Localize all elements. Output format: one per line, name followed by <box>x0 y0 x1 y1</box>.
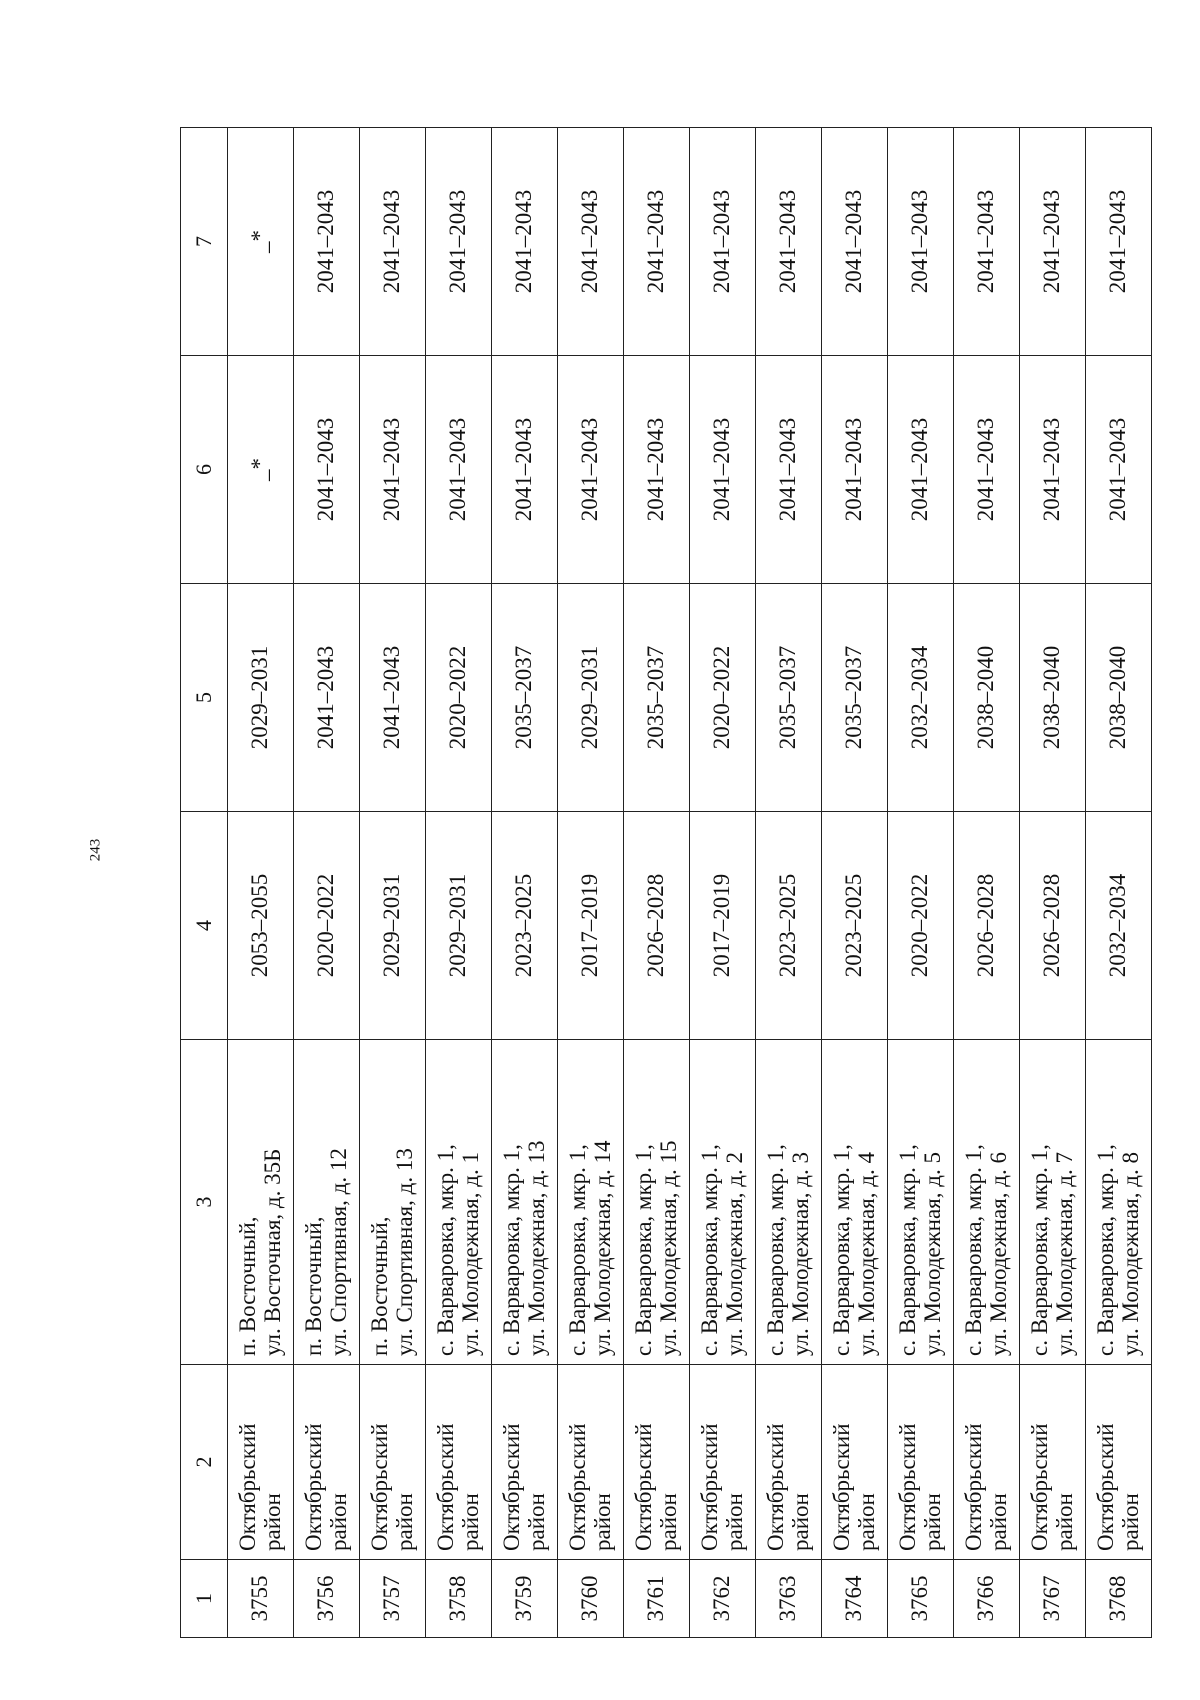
cell-period-col-6: 2041–2043 <box>1086 356 1152 584</box>
cell-period-col-4: 2053–2055 <box>228 812 294 1040</box>
cell-number: 3768 <box>1086 1560 1152 1638</box>
cell-number: 3764 <box>822 1560 888 1638</box>
cell-period-col-7: 2041–2043 <box>954 128 1020 356</box>
address-line: ул. Молодежная, д. 15 <box>655 1140 681 1356</box>
address-line: ул. Молодежная, д. 14 <box>589 1140 615 1356</box>
cell-period-col-6: 2041–2043 <box>492 356 558 584</box>
district-line: район <box>523 1493 549 1551</box>
district-line: Октябрьский <box>696 1423 722 1551</box>
cell-address <box>360 1040 426 1365</box>
table-header <box>181 128 228 1638</box>
cell-period-col-7: 2041–2043 <box>822 128 888 356</box>
district-line: Октябрьский <box>630 1423 656 1551</box>
address-line: с. Варваровка, мкр. 1, <box>696 1144 722 1356</box>
cell-district <box>690 1365 756 1560</box>
cell-period-col-6: _* <box>228 356 294 584</box>
cell-period-col-7: 2041–2043 <box>492 128 558 356</box>
cell-number: 3756 <box>294 1560 360 1638</box>
cell-period-col-4: 2017–2019 <box>690 812 756 1040</box>
cell-address <box>624 1040 690 1365</box>
address-line: с. Варваровка, мкр. 1, <box>894 1144 920 1356</box>
table-row <box>1020 128 1086 1638</box>
cell-period-col-4: 2026–2028 <box>954 812 1020 1040</box>
address-line: с. Варваровка, мкр. 1, <box>498 1144 524 1356</box>
address-line: ул. Восточная, д. 35Б <box>259 1148 285 1356</box>
cell-period-col-5: 2041–2043 <box>294 584 360 812</box>
district-line: Октябрьский <box>894 1423 920 1551</box>
document-table <box>180 127 1152 1638</box>
district-line: Октябрьский <box>960 1423 986 1551</box>
cell-period-col-6: 2041–2043 <box>426 356 492 584</box>
cell-number: 3758 <box>426 1560 492 1638</box>
district-line: район <box>391 1493 417 1551</box>
table-row <box>822 128 888 1638</box>
cell-number: 3759 <box>492 1560 558 1638</box>
cell-period-col-7: 2041–2043 <box>888 128 954 356</box>
cell-district <box>228 1365 294 1560</box>
address-line: ул. Молодежная, д. 13 <box>523 1140 549 1356</box>
district-line: район <box>1117 1493 1143 1551</box>
address-line: с. Варваровка, мкр. 1, <box>960 1144 986 1356</box>
district-line: Октябрьский <box>828 1423 854 1551</box>
header-col-3: 3 <box>181 1040 228 1365</box>
cell-period-col-5: 2020–2022 <box>426 584 492 812</box>
cell-address <box>822 1040 888 1365</box>
cell-address <box>492 1040 558 1365</box>
header-col-7: 7 <box>181 128 228 356</box>
address-line: с. Варваровка, мкр. 1, <box>1092 1144 1118 1356</box>
cell-period-col-5: 2035–2037 <box>756 584 822 812</box>
address-line: ул. Молодежная, д. 6 <box>985 1152 1011 1356</box>
cell-period-col-5: 2035–2037 <box>624 584 690 812</box>
district-line: Октябрьский <box>234 1423 260 1551</box>
cell-period-col-4: 2017–2019 <box>558 812 624 1040</box>
address-line: с. Варваровка, мкр. 1, <box>762 1144 788 1356</box>
cell-period-col-5: 2029–2031 <box>558 584 624 812</box>
address-line: с. Варваровка, мкр. 1, <box>1026 1144 1052 1356</box>
address-line: ул. Молодежная, д. 3 <box>787 1152 813 1356</box>
address-line: ул. Молодежная, д. 2 <box>721 1152 747 1356</box>
cell-number: 3761 <box>624 1560 690 1638</box>
cell-address <box>558 1040 624 1365</box>
cell-period-col-5: 2038–2040 <box>954 584 1020 812</box>
address-line: с. Варваровка, мкр. 1, <box>630 1144 656 1356</box>
address-line: ул. Молодежная, д. 7 <box>1051 1152 1077 1356</box>
address-line: п. Восточный, <box>300 1216 326 1356</box>
cell-period-col-7: 2041–2043 <box>426 128 492 356</box>
cell-address <box>1020 1040 1086 1365</box>
cell-district <box>492 1365 558 1560</box>
table-row <box>624 128 690 1638</box>
cell-number: 3757 <box>360 1560 426 1638</box>
cell-number: 3755 <box>228 1560 294 1638</box>
cell-period-col-6: 2041–2043 <box>360 356 426 584</box>
cell-district <box>360 1365 426 1560</box>
cell-period-col-7: 2041–2043 <box>690 128 756 356</box>
cell-period-col-5: 2035–2037 <box>822 584 888 812</box>
table-row <box>888 128 954 1638</box>
cell-period-col-7: 2041–2043 <box>1020 128 1086 356</box>
table-row <box>690 128 756 1638</box>
cell-district <box>822 1365 888 1560</box>
cell-district <box>954 1365 1020 1560</box>
cell-period-col-6: 2041–2043 <box>1020 356 1086 584</box>
table-row <box>228 128 294 1638</box>
page-number-text: 243 <box>87 838 104 862</box>
district-line: Октябрьский <box>564 1423 590 1551</box>
cell-period-col-5: 2029–2031 <box>228 584 294 812</box>
cell-period-col-7: _* <box>228 128 294 356</box>
cell-period-col-7: 2041–2043 <box>624 128 690 356</box>
address-line: п. Восточный, <box>366 1216 392 1356</box>
district-line: район <box>721 1493 747 1551</box>
address-line: ул. Молодежная, д. 4 <box>853 1152 879 1356</box>
district-line: Октябрьский <box>1092 1423 1118 1551</box>
cell-district <box>426 1365 492 1560</box>
cell-number: 3763 <box>756 1560 822 1638</box>
district-line: район <box>259 1493 285 1551</box>
cell-address <box>756 1040 822 1365</box>
cell-period-col-7: 2041–2043 <box>558 128 624 356</box>
address-line: с. Варваровка, мкр. 1, <box>564 1144 590 1356</box>
table-row <box>954 128 1020 1638</box>
cell-period-col-4: 2029–2031 <box>426 812 492 1040</box>
district-line: Октябрьский <box>300 1423 326 1551</box>
cell-period-col-6: 2041–2043 <box>624 356 690 584</box>
cell-period-col-5: 2038–2040 <box>1086 584 1152 812</box>
cell-period-col-6: 2041–2043 <box>888 356 954 584</box>
district-line: район <box>1051 1493 1077 1551</box>
cell-district <box>1086 1365 1152 1560</box>
cell-period-col-6: 2041–2043 <box>756 356 822 584</box>
address-line: с. Варваровка, мкр. 1, <box>828 1144 854 1356</box>
cell-period-col-4: 2023–2025 <box>756 812 822 1040</box>
header-col-6: 6 <box>181 356 228 584</box>
header-row <box>181 128 228 1638</box>
address-line: ул. Спортивная, д. 13 <box>391 1148 417 1356</box>
address-line: с. Варваровка, мкр. 1, <box>432 1144 458 1356</box>
district-line: Октябрьский <box>1026 1423 1052 1551</box>
cell-period-col-7: 2041–2043 <box>756 128 822 356</box>
cell-period-col-6: 2041–2043 <box>558 356 624 584</box>
header-col-1: 1 <box>181 1560 228 1638</box>
cell-period-col-6: 2041–2043 <box>294 356 360 584</box>
cell-address <box>888 1040 954 1365</box>
cell-period-col-5: 2035–2037 <box>492 584 558 812</box>
header-col-2: 2 <box>181 1365 228 1560</box>
district-line: Октябрьский <box>762 1423 788 1551</box>
cell-number: 3765 <box>888 1560 954 1638</box>
cell-period-col-7: 2041–2043 <box>1086 128 1152 356</box>
district-line: район <box>985 1493 1011 1551</box>
document-table-container <box>180 128 1143 1638</box>
table-row <box>360 128 426 1638</box>
cell-number: 3767 <box>1020 1560 1086 1638</box>
cell-period-col-6: 2041–2043 <box>954 356 1020 584</box>
address-line: ул. Молодежная, д. 1 <box>457 1152 483 1356</box>
cell-address <box>690 1040 756 1365</box>
district-line: район <box>325 1493 351 1551</box>
cell-district <box>756 1365 822 1560</box>
cell-period-col-4: 2032–2034 <box>1086 812 1152 1040</box>
district-line: район <box>787 1493 813 1551</box>
cell-address <box>228 1040 294 1365</box>
cell-period-col-6: 2041–2043 <box>822 356 888 584</box>
district-line: район <box>457 1493 483 1551</box>
cell-number: 3762 <box>690 1560 756 1638</box>
cell-district <box>294 1365 360 1560</box>
cell-address <box>294 1040 360 1365</box>
cell-period-col-4: 2026–2028 <box>624 812 690 1040</box>
cell-district <box>558 1365 624 1560</box>
address-line: п. Восточный, <box>234 1216 260 1356</box>
cell-period-col-4: 2023–2025 <box>492 812 558 1040</box>
cell-period-col-4: 2020–2022 <box>888 812 954 1040</box>
table-row <box>294 128 360 1638</box>
cell-district <box>1020 1365 1086 1560</box>
address-line: ул. Молодежная, д. 5 <box>919 1152 945 1356</box>
cell-address <box>426 1040 492 1365</box>
district-line: Октябрьский <box>498 1423 524 1551</box>
district-line: Октябрьский <box>432 1423 458 1551</box>
cell-address <box>954 1040 1020 1365</box>
cell-period-col-4: 2023–2025 <box>822 812 888 1040</box>
table-row <box>492 128 558 1638</box>
cell-period-col-4: 2026–2028 <box>1020 812 1086 1040</box>
cell-period-col-6: 2041–2043 <box>690 356 756 584</box>
cell-period-col-4: 2020–2022 <box>294 812 360 1040</box>
district-line: район <box>655 1493 681 1551</box>
cell-period-col-5: 2041–2043 <box>360 584 426 812</box>
cell-number: 3760 <box>558 1560 624 1638</box>
district-line: район <box>853 1493 879 1551</box>
table-row <box>756 128 822 1638</box>
cell-period-col-5: 2038–2040 <box>1020 584 1086 812</box>
cell-number: 3766 <box>954 1560 1020 1638</box>
cell-district <box>624 1365 690 1560</box>
cell-period-col-7: 2041–2043 <box>294 128 360 356</box>
cell-district <box>888 1365 954 1560</box>
cell-address <box>1086 1040 1152 1365</box>
header-col-4: 4 <box>181 812 228 1040</box>
district-line: район <box>589 1493 615 1551</box>
cell-period-col-4: 2029–2031 <box>360 812 426 1040</box>
table-row <box>1086 128 1152 1638</box>
district-line: район <box>919 1493 945 1551</box>
cell-period-col-5: 2032–2034 <box>888 584 954 812</box>
address-line: ул. Молодежная, д. 8 <box>1117 1152 1143 1356</box>
cell-period-col-5: 2020–2022 <box>690 584 756 812</box>
table-row <box>558 128 624 1638</box>
cell-period-col-7: 2041–2043 <box>360 128 426 356</box>
address-line: ул. Спортивная, д. 12 <box>325 1148 351 1356</box>
table-row <box>426 128 492 1638</box>
table-body <box>228 128 1152 1638</box>
header-col-5: 5 <box>181 584 228 812</box>
district-line: Октябрьский <box>366 1423 392 1551</box>
